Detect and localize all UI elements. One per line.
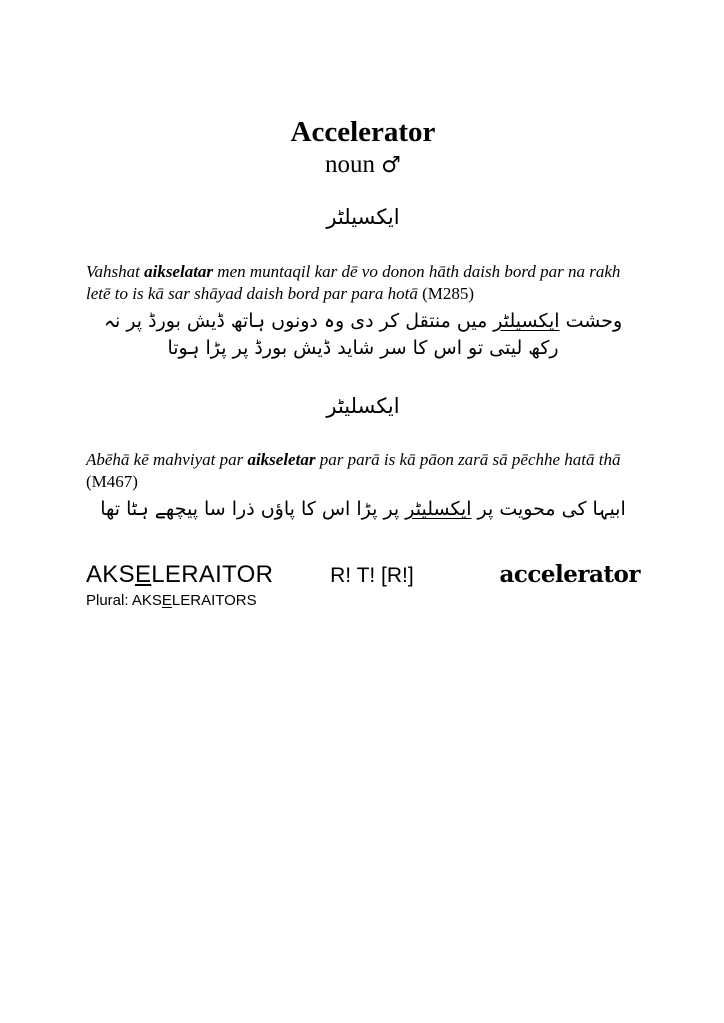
transliteration-word (86, 561, 283, 589)
urdu-example-line (86, 496, 640, 524)
roman-citation-2 (86, 449, 640, 494)
urdu-example-1 (86, 308, 640, 363)
urdu-example-2 (86, 496, 640, 524)
source-reference: (M467) (86, 472, 138, 492)
urdu-text: میں منتقل کر دی وہ دونوں ہاتھ ڈیش بورڈ پر نہ (103, 309, 494, 332)
urdu-keyword-underlined: ایکسیلٹر (493, 309, 560, 332)
citation-text: Abēhā kē mahviyat par (86, 449, 248, 469)
citation-text: men muntaqil kar dē vo donon hāth daish bord par na rakh letē to is kā sar shāyad daish bord par para hotā (86, 261, 621, 304)
plural-text: LERAITORS (171, 592, 257, 610)
citation-text: par parā is kā pāon zarā sā pēchhe hatā thā (315, 449, 621, 469)
urdu-keyword-underlined: ایکسلیٹر (405, 497, 472, 520)
entry-title: Accelerator (290, 116, 436, 148)
stress-pattern-code: R! T! [R!] (330, 564, 414, 588)
urdu-example-line (86, 335, 640, 363)
part-of-speech: noun (325, 151, 375, 179)
source-reference: (M285) (422, 284, 475, 304)
translit-text: LERAITOR (151, 561, 274, 589)
plural-line (86, 592, 640, 609)
english-word-blackletter: accelerator (499, 561, 640, 589)
urdu-example-line (86, 308, 640, 336)
plural-label: Plural: (86, 592, 132, 610)
part-of-speech-line (86, 150, 640, 180)
urdu-text: رکھ لیتی تو اس کا سر شاید ڈیش بورڈ پر پڑا ہوتا (167, 337, 559, 360)
urdu-headword-2: ایکسلیٹر (326, 393, 400, 418)
urdu-text: ابیہا کی محویت پر (471, 497, 626, 520)
translit-stressed-letter: E (134, 561, 152, 589)
roman-citation-1 (86, 261, 640, 306)
citation-keyword: aikselatar (144, 261, 214, 281)
plural-text: AKS (131, 592, 162, 610)
urdu-text: پر پڑا اس کا پاؤں ذرا سا پیچھے ہٹا تھا (100, 497, 406, 520)
urdu-text: وحشت (559, 309, 623, 332)
citation-text: Vahshat (86, 261, 145, 281)
plural-stressed-letter: E (161, 592, 172, 610)
pronunciation-row (86, 561, 640, 589)
urdu-headword-1: ایکسیلٹر (326, 205, 400, 230)
male-gender-icon: ♂ (381, 153, 401, 179)
translit-text: AKS (86, 561, 135, 589)
citation-keyword: aikseletar (247, 449, 316, 469)
